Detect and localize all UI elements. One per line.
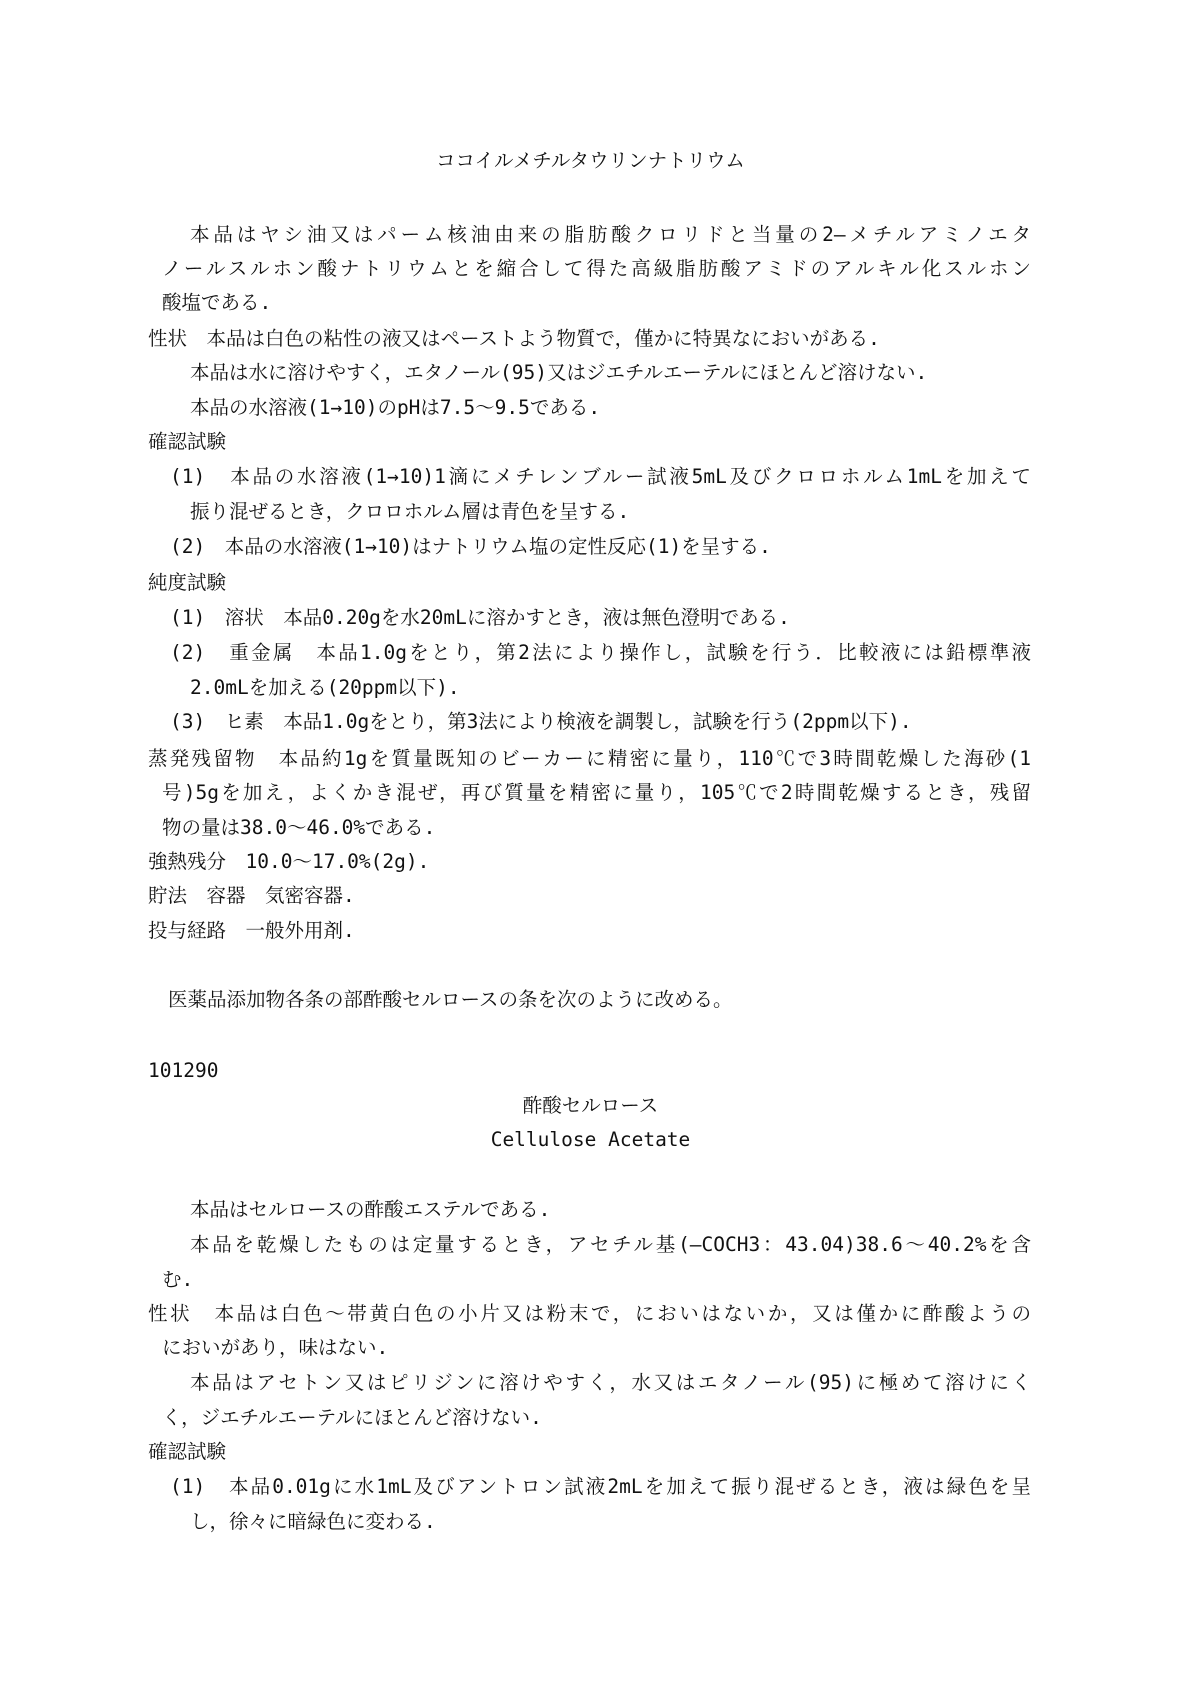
body-line: む. [162, 1268, 194, 1291]
monograph-title: ココイルメチルタウリンナトリウム [436, 149, 745, 172]
body-line: 本品は水に溶けやすく，エタノール(95)又はジエチルエーテルにほとんど溶けない. [190, 361, 928, 384]
body-line: 本品を乾燥したものは定量するとき，アセチル基(―COCH3：43.04)38.6～40.2%を含 [190, 1233, 1031, 1256]
amendment-notice: 医薬品添加物各条の部酢酸セルロースの条を次のように改める。 [168, 988, 733, 1011]
body-line: (3) ヒ素 本品1.0gをとり，第3法により検液を調製し，試験を行う(2ppm以下). [170, 710, 912, 733]
body-line: 物の量は38.0～46.0%である. [162, 816, 436, 839]
body-line: 蒸発残留物 本品約1gを質量既知のビーカーに精密に量り，110℃で3時間乾燥した海砂(1 [148, 747, 1031, 770]
body-line: (1) 溶状 本品0.20gを水20mLに溶かすとき，液は無色澄明である. [170, 606, 790, 629]
section-heading: 確認試験 [148, 430, 227, 453]
body-line: (1) 本品0.01gに水1mL及びアントロン試液2mLを加えて振り混ぜるとき，液は緑色を呈 [170, 1475, 1031, 1498]
section-heading: 確認試験 [148, 1440, 227, 1463]
body-line: (1) 本品の水溶液(1→10)1滴にメチレンブルー試液5mL及びクロロホルム1mLを加えて [170, 465, 1031, 488]
body-line: 振り混ぜるとき，クロロホルム層は青色を呈する. [190, 500, 630, 523]
body-line: (2) 重金属 本品1.0gをとり，第2法により操作し，試験を行う．比較液には鉛標準液 [170, 641, 1031, 664]
body-line: 酸塩である. [162, 291, 272, 314]
body-line: 本品はヤシ油又はパーム核油由来の脂肪酸クロリドと当量の2―メチルアミノエタ [190, 223, 1031, 246]
monograph-code: 101290 [148, 1059, 219, 1082]
body-line: においがあり，味はない. [162, 1336, 389, 1359]
description-line: 性状 本品は白色～帯黄白色の小片又は粉末で，においはないか，又は僅かに酢酸ようの [148, 1302, 1031, 1325]
body-line: ノールスルホン酸ナトリウムとを縮合して得た高級脂肪酸アミドのアルキル化スルホン [162, 257, 1031, 280]
monograph-title-en: Cellulose Acetate [490, 1128, 691, 1151]
body-line: 本品はアセトン又はピリジンに溶けやすく，水又はエタノール(95)に極めて溶けにく [190, 1371, 1031, 1394]
body-line: (2) 本品の水溶液(1→10)はナトリウム塩の定性反応(1)を呈する. [170, 535, 771, 558]
body-line: 貯法 容器 気密容器. [148, 884, 355, 907]
body-line: 2.0mLを加える(20ppm以下). [190, 676, 460, 699]
section-heading: 純度試験 [148, 571, 227, 594]
body-line: 本品の水溶液(1→10)のpHは7.5～9.5である. [190, 396, 601, 419]
body-line: 号)5gを加え，よくかき混ぜ，再び質量を精密に量り，105℃で2時間乾燥するとき，残留 [162, 781, 1031, 804]
body-line: し，徐々に暗緑色に変わる. [190, 1510, 436, 1533]
body-line: 本品はセルロースの酢酸エステルである. [190, 1198, 551, 1221]
body-line: 投与経路 一般外用剤. [148, 919, 355, 942]
body-line: 強熱残分 10.0～17.0%(2g). [148, 850, 430, 873]
monograph-title-ja: 酢酸セルロース [522, 1094, 659, 1117]
body-line: く，ジエチルエーテルにほとんど溶けない. [162, 1406, 542, 1429]
description-line: 性状 本品は白色の粘性の液又はペーストよう物質で，僅かに特異なにおいがある. [148, 327, 880, 350]
